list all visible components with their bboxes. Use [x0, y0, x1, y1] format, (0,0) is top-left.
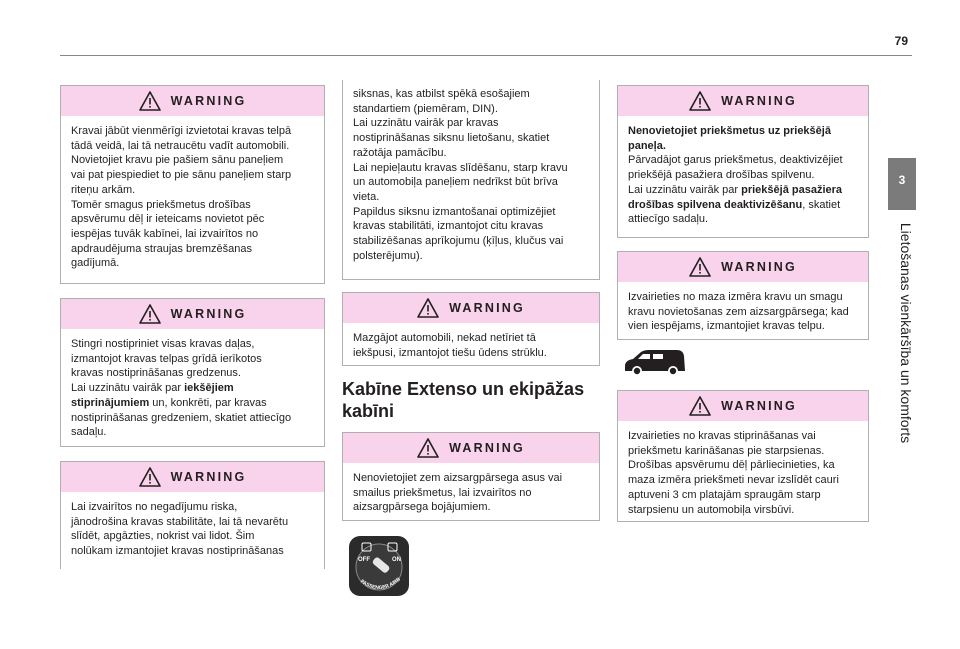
- warning-box-cover-load: [617, 251, 869, 340]
- link-term: priekšējā pasažiera: [741, 183, 843, 196]
- warning-triangle-icon: [689, 257, 711, 277]
- text-line: stabilizēšanas aprīkojumu (ķīļus, klučus vai: [353, 235, 564, 248]
- text-run: Lai uzzinātu vairāk par: [628, 183, 742, 196]
- text-run: un, konkrēti, par kravas: [149, 396, 267, 409]
- text-line: aizsargpārsega bojājumiem.: [353, 501, 491, 514]
- warning-header: [343, 293, 599, 323]
- text-line: [71, 396, 314, 411]
- heading-line: Kabīne Extenso un ekipāžas: [342, 379, 585, 399]
- warning-text: [343, 463, 599, 521]
- text-line: kravas nostiprināšanas gredzenus.: [71, 367, 241, 380]
- chapter-title-wrap: [895, 213, 917, 453]
- text-line: kravas stabilitāti, izmantojot citu kravas: [353, 220, 544, 233]
- text-line: Drošības apsvērumu dēļ pārliecinieties, ka: [628, 459, 835, 472]
- text-line: attiecīgo sadaļu.: [628, 213, 709, 226]
- page-number: 79: [894, 34, 908, 48]
- airbag-off-label: OFF: [358, 557, 370, 563]
- warning-text: [618, 421, 868, 523]
- airbag-label-path: PASSENGER AIRB: [359, 576, 402, 592]
- text-line: un automobiļa paneļiem nedrīkst būt brīva: [353, 176, 558, 189]
- warning-title: WARNING: [721, 260, 797, 274]
- chapter-title: Lietošanas vienkāršība un komforts: [898, 222, 914, 444]
- text-line: izmantojot kravas telpas grīdā ierīkotos: [71, 352, 262, 365]
- warning-title: WARNING: [170, 94, 247, 108]
- warning-triangle-icon: [417, 298, 439, 318]
- bold-text: Nenovietojiet priekšmetus uz priekšējā: [628, 125, 831, 137]
- warning-title: WARNING: [449, 441, 525, 455]
- warning-title: WARNING: [449, 301, 525, 315]
- warning-header: [61, 462, 324, 492]
- text-line: siksnas, kas atbilst spēkā esošajiem: [353, 88, 530, 100]
- text-line: Kravai jābūt vienmērīgi izvietotai kravas telpā: [71, 125, 292, 137]
- text-line: priekšējā pasažiera drošības spilvenu.: [628, 169, 815, 182]
- warning-triangle-icon: [689, 91, 711, 111]
- warning-text: [618, 116, 868, 233]
- warning-text: [343, 323, 599, 366]
- text-line: vai pat piespiediet to pie sānu paneļiem starp: [71, 169, 292, 182]
- text-line: iekšpusi, izmantojot tiešu ūdens strūklu.: [353, 346, 547, 359]
- text-line: Mazgājot automobili, nekad netīriet tā: [353, 332, 536, 344]
- text-line: apsvērumu dēļ ir ieteicams novietot pēc: [71, 213, 265, 226]
- text-line: standartiem (piemēram, DIN).: [353, 102, 498, 115]
- link-term: iekšējiem: [184, 382, 234, 395]
- chapter-number: 3: [898, 173, 906, 187]
- warning-header: [618, 86, 868, 116]
- airbag-on-label: ON: [392, 557, 401, 563]
- text-line: [628, 139, 858, 154]
- text-line: nolūkam izmantojiet kravas nostiprināšanas: [71, 545, 284, 558]
- warning-triangle-icon: [689, 396, 711, 416]
- link-term: stiprinājumiem: [71, 396, 150, 409]
- text-line: Pārvadājot garus priekšmetus, deaktivizējiet: [628, 154, 843, 167]
- warning-header: [343, 433, 599, 463]
- warning-text: [61, 116, 324, 277]
- warning-text: [61, 329, 324, 446]
- warning-text: [343, 80, 599, 269]
- text-line: Tomēr smagus priekšmetus drošības: [71, 198, 251, 211]
- warning-header: [61, 299, 324, 329]
- text-line: polsterējumu).: [353, 249, 423, 262]
- text-line: riteņu arkām.: [71, 183, 136, 196]
- text-line: Lai uzzinātu vairāk par kravas: [353, 117, 499, 130]
- text-line: Izvairieties no kravas stiprināšanas vai: [628, 430, 816, 442]
- warning-triangle-icon: [139, 467, 161, 487]
- warning-text: [618, 282, 868, 340]
- warning-title: WARNING: [721, 399, 797, 413]
- text-line: [628, 124, 858, 139]
- text-line: vieta.: [353, 190, 380, 203]
- bold-text: paneļa.: [628, 139, 666, 152]
- passenger-airbag-switch-icon: [349, 536, 409, 596]
- text-line: tādā veidā, lai tā netraucētu vadīt automobili.: [71, 139, 290, 152]
- text-line: aptuveni 3 cm platajām spraugām starp: [628, 488, 821, 501]
- text-line: vien iespējams, izmantojiet kravas telpu.: [628, 320, 825, 333]
- warning-header: [61, 86, 324, 116]
- text-line: iespējas tuvāk kabīnei, lai izvairītos no: [71, 227, 259, 240]
- warning-header: [618, 391, 868, 421]
- text-line: jānodrošina kravas stabilitāte, lai tā nevarētu: [71, 515, 289, 528]
- text-line: Novietojiet kravu pie pašiem sānu paneļiem: [71, 154, 284, 167]
- text-run: , skatiet: [802, 198, 841, 211]
- text-line: Izvairieties no maza izmēra kravu un smagu: [628, 291, 843, 303]
- text-line: [628, 198, 858, 213]
- warning-box-continued: [342, 80, 600, 280]
- text-line: smailus priekšmetus, lai izvairītos no: [353, 486, 532, 499]
- text-line: slīdēt, apgāzties, nokrist vai lidot. Šim: [71, 530, 255, 543]
- text-line: Papildus siksnu izmantošanai optimizējiet: [353, 205, 556, 218]
- warning-triangle-icon: [139, 304, 161, 324]
- warning-text: [61, 492, 324, 565]
- section-heading: [342, 378, 600, 422]
- warning-title: WARNING: [721, 94, 797, 108]
- warning-triangle-icon: [417, 438, 439, 458]
- warning-title: WARNING: [170, 470, 247, 484]
- text-line: nostiprināšanas gredzeniem, skatiet attiecīgo: [71, 411, 292, 424]
- text-line: apdraudējuma straujas bremzēšanas: [71, 242, 252, 255]
- text-line: starpsienu un automobiļa virsbūvi.: [628, 503, 795, 516]
- text-run: Lai uzzinātu vairāk par: [71, 382, 185, 395]
- text-line: sadaļu.: [71, 426, 107, 439]
- warning-box-protective-cover: [342, 432, 600, 521]
- text-line: ražotāja pamācību.: [353, 146, 447, 159]
- warning-box-cargo-stability: [60, 461, 325, 569]
- warning-title: WARNING: [170, 307, 247, 321]
- warning-box-cargo-placement: [60, 85, 325, 284]
- text-line: Lai nepieļautu kravas slīdēšanu, starp kravu: [353, 161, 568, 174]
- text-line: [71, 381, 314, 396]
- heading-line: kabīni: [342, 401, 395, 421]
- link-term: drošības spilvena deaktivizēšanu: [628, 198, 803, 211]
- chapter-tab[interactable]: [888, 158, 916, 210]
- warning-triangle-icon: [139, 91, 161, 111]
- top-rule: [60, 55, 912, 56]
- warning-header: [618, 252, 868, 282]
- text-line: gadījumā.: [71, 257, 120, 270]
- text-line: maza izmēra priekšmeti nevar izslīdēt cauri: [628, 474, 839, 487]
- text-line: Nenovietojiet zem aizsargpārsega asus vai: [353, 472, 563, 484]
- warning-box-dashboard: [617, 85, 869, 238]
- text-line: Lai izvairītos no negadījumu riska,: [71, 501, 238, 513]
- warning-box-washing: [342, 292, 600, 366]
- text-line: [628, 183, 858, 198]
- warning-box-tie-down-rings: [60, 298, 325, 447]
- text-line: priekšmetu karināšanas pie starpsienas.: [628, 444, 825, 457]
- text-line: nostiprināšanas siksnu lietošanu, skatiet: [353, 132, 550, 145]
- warning-box-partition: [617, 390, 869, 522]
- text-line: kravu novietošanas zem aizsargpārsega; kad: [628, 305, 849, 318]
- van-icon: [623, 347, 687, 377]
- text-line: Stingri nostipriniet visas kravas daļas,: [71, 338, 255, 350]
